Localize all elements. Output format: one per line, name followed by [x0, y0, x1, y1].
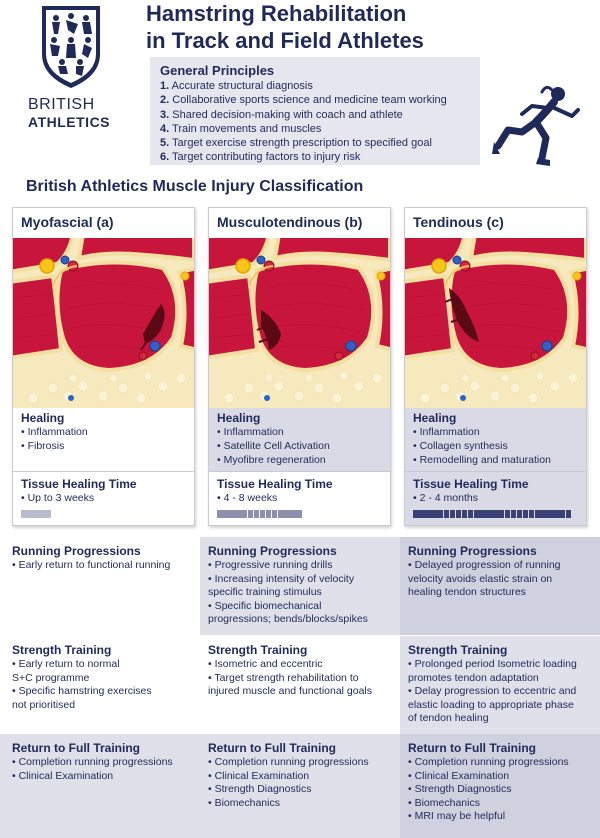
healing-time-bar-segment [235, 510, 241, 518]
section-item: • Early return to normal [12, 658, 120, 670]
healing-time-bar-segment [529, 510, 535, 518]
return-training-musculotendinous [200, 734, 400, 838]
healing-time-bar-segment [498, 510, 504, 518]
running-progressions-tendinous [400, 537, 600, 635]
healing-item: • Collagen synthesis [413, 440, 508, 452]
healing-time-bar-segment [553, 510, 559, 518]
card-title: Musculotendinous (b) [217, 214, 363, 230]
healing-time-bar-segment [468, 510, 474, 518]
healing-time-bar-segment [296, 510, 302, 518]
section-item: • Increasing intensity of velocity [208, 572, 355, 585]
section-item: progressions; bends/blocks/spikes [208, 613, 368, 626]
healing-time-bar-segment [437, 510, 443, 518]
healing-item: • Myofibre regeneration [217, 454, 326, 466]
section-item: • Delayed progression of running [408, 559, 561, 571]
card-title: Tendinous (c) [413, 214, 504, 230]
healing-time-bar-segment [217, 510, 223, 518]
section-item: velocity avoids elastic strain on [408, 572, 553, 585]
healing-time-bar-segment [486, 510, 492, 518]
healing-time-bar-segment [535, 510, 541, 518]
healing-item: • Inflammation [217, 426, 284, 438]
healing-time-bar-segment [33, 510, 39, 518]
healing-item: • Fibrosis [21, 440, 65, 452]
running-progressions-myofascial [0, 537, 196, 635]
healing-time-bar-segment [474, 510, 480, 518]
principles-list [160, 79, 470, 165]
running-progressions-musculotendinous [200, 537, 400, 635]
principle-item [160, 79, 470, 93]
section-item: specific training stimulus [208, 586, 322, 599]
healing-time-bar-segment [547, 510, 553, 518]
healing-label: Healing [21, 411, 65, 425]
section-item: promotes tendon adaptation [408, 671, 539, 684]
healing-time-bar-segment [248, 510, 254, 518]
principle-text: Shared decision-making with coach and athlete [172, 108, 403, 121]
healing-time-label: Tissue Healing Time [413, 477, 529, 491]
healing-time-bar-segment [425, 510, 431, 518]
healing-time-bar-segment [278, 510, 284, 518]
card-musculotendinous [208, 207, 391, 526]
strength-training-myofascial [0, 636, 196, 734]
section-heading: Strength Training [408, 643, 508, 657]
card-title: Myofascial (a) [21, 214, 114, 230]
healing-time-bar-segment [254, 510, 260, 518]
myofascial-injury-illustration [13, 238, 194, 408]
healing-time-bar-segment [559, 510, 565, 518]
healing-time-bar-segment [511, 510, 517, 518]
healing-time-bar-segment [492, 510, 498, 518]
healing-time-section [405, 471, 586, 525]
principle-number: 3. [160, 108, 170, 121]
healing-time-bar [21, 510, 186, 518]
return-training-tendinous [400, 734, 600, 838]
healing-time-label: Tissue Healing Time [21, 477, 137, 491]
healing-label: Healing [217, 411, 261, 425]
musculotendinous-injury-illustration [209, 238, 390, 408]
principle-item [160, 150, 470, 164]
section-item: healing tendon structures [408, 586, 526, 599]
section-item: • Completion running progressions [408, 756, 569, 768]
section-item: • Progressive running drills [208, 559, 333, 571]
healing-time-bar-segment [260, 510, 266, 518]
principle-number: 6. [160, 151, 170, 164]
card-myofascial [12, 207, 195, 526]
healing-time-bar-segment [45, 510, 51, 518]
section-item: • Isometric and eccentric [208, 658, 323, 670]
healing-time-bar-segment [541, 510, 547, 518]
principle-item [160, 93, 470, 107]
principle-text: Target exercise strength prescription to specified goal [172, 137, 432, 150]
principle-item [160, 108, 470, 122]
healing-time-bar-segment [431, 510, 437, 518]
healing-item: • Inflammation [21, 426, 88, 438]
section-item: • Biomechanics [208, 796, 280, 809]
healing-time-bar-segment [566, 510, 572, 518]
strength-training-tendinous [400, 636, 600, 734]
principle-number: 4. [160, 122, 170, 135]
healing-time-bar-segment [413, 510, 419, 518]
healing-time-value: • Up to 3 weeks [21, 492, 95, 504]
crest-icon [38, 4, 104, 90]
healing-item: • Inflammation [413, 426, 480, 438]
principle-number: 2. [160, 94, 170, 107]
section-item: • Target strength rehabilitation to [208, 671, 359, 684]
principles-heading: General Principles [160, 63, 275, 78]
strength-training-musculotendinous [200, 636, 400, 734]
healing-time-bar-segment [419, 510, 425, 518]
section-item: • MRI may be helpful [408, 810, 506, 823]
section-item: • Specific biomechanical [208, 599, 322, 612]
healing-time-bar [413, 510, 578, 518]
section-item: • Clinical Examination [408, 769, 510, 782]
section-heading: Strength Training [12, 643, 112, 657]
principle-text: Target contributing factors to injury risk [172, 151, 361, 164]
card-tendinous [404, 207, 587, 526]
section-item: • Completion running progressions [208, 756, 369, 768]
healing-time-bar-segment [523, 510, 529, 518]
healing-time-bar-segment [284, 510, 290, 518]
section-item: • Delay progression to eccentric and [408, 685, 577, 698]
classification-title: British Athletics Muscle Injury Classification [26, 178, 364, 195]
section-item: • Biomechanics [408, 796, 480, 809]
section-heading: Strength Training [208, 643, 308, 657]
healing-time-bar-segment [444, 510, 450, 518]
principle-item [160, 136, 470, 150]
section-item: • Clinical Examination [12, 769, 114, 782]
healing-time-bar-segment [39, 510, 45, 518]
healing-time-bar-segment [290, 510, 296, 518]
healing-time-bar-segment [229, 510, 235, 518]
section-heading: Running Progressions [208, 544, 337, 558]
section-item: • Early return to functional running [12, 559, 171, 571]
healing-time-value: • 4 - 8 weeks [217, 492, 278, 504]
section-item: not prioritised [12, 698, 76, 711]
healing-time-bar-segment [21, 510, 27, 518]
title-line-1: Hamstring Rehabilitation [146, 1, 407, 26]
principle-number: 1. [160, 80, 170, 92]
healing-section [405, 408, 586, 471]
section-item: • Prolonged period Isometric loading [408, 658, 577, 670]
healing-time-bar-segment [241, 510, 247, 518]
healing-item: • Remodelling and maturation [413, 454, 551, 466]
runner-illustration [486, 80, 582, 170]
principle-text: Train movements and muscles [172, 122, 322, 135]
section-heading: Return to Full Training [208, 741, 336, 755]
section-item: of tendon healing [408, 712, 489, 725]
brand-line-2: ATHLETICS [28, 114, 111, 130]
tendinous-injury-illustration [405, 238, 586, 408]
healing-time-bar-segment [27, 510, 33, 518]
healing-section [209, 408, 390, 471]
healing-time-bar-segment [272, 510, 278, 518]
healing-time-bar-segment [266, 510, 272, 518]
section-heading: Return to Full Training [12, 741, 140, 755]
section-item: • Strength Diagnostics [408, 783, 512, 796]
principle-text: Accurate structural diagnosis [171, 80, 313, 92]
healing-time-bar-segment [450, 510, 456, 518]
section-heading: Running Progressions [12, 544, 141, 558]
healing-time-bar-segment [223, 510, 229, 518]
british-athletics-logo [28, 4, 120, 130]
section-item: • Strength Diagnostics [208, 783, 312, 796]
healing-time-bar-segment [505, 510, 511, 518]
section-item: elastic loading to appropriate phase [408, 698, 574, 711]
section-item: S+C programme [12, 671, 90, 684]
principle-text: Collaborative sports science and medicine team working [172, 94, 447, 107]
principle-number: 5. [160, 137, 170, 150]
healing-time-section [209, 471, 390, 525]
section-item: injured muscle and functional goals [208, 685, 373, 698]
healing-section [13, 408, 194, 471]
healing-time-bar-segment [456, 510, 462, 518]
section-item: • Clinical Examination [208, 769, 310, 782]
healing-label: Healing [413, 411, 457, 425]
section-item: • Completion running progressions [12, 756, 173, 768]
section-item: • Specific hamstring exercises [12, 685, 152, 698]
healing-item: • Satellite Cell Activation [217, 440, 330, 452]
healing-time-label: Tissue Healing Time [217, 477, 333, 491]
healing-time-bar-segment [480, 510, 486, 518]
healing-time-bar-segment [517, 510, 523, 518]
principle-item [160, 122, 470, 136]
healing-time-value: • 2 - 4 months [413, 492, 478, 504]
healing-time-bar [217, 510, 382, 518]
page-title [146, 0, 424, 54]
healing-time-section [13, 471, 194, 525]
section-heading: Return to Full Training [408, 741, 536, 755]
title-line-2: in Track and Field Athletes [146, 28, 424, 53]
return-training-myofascial [0, 734, 200, 838]
section-heading: Running Progressions [408, 544, 537, 558]
general-principles-panel [150, 57, 480, 165]
brand-line-1: BRITISH [28, 96, 95, 113]
healing-time-bar-segment [462, 510, 468, 518]
